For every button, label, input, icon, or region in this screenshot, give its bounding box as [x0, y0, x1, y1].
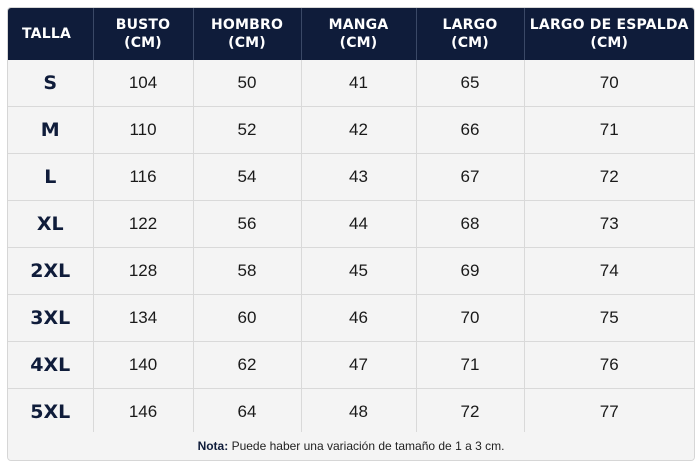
- table-cell: 45: [301, 248, 416, 295]
- table-cell: 58: [193, 248, 301, 295]
- header-manga: MANGA (CM): [301, 8, 416, 60]
- table-cell: 122: [93, 201, 193, 248]
- table-cell: 70: [524, 60, 694, 107]
- size-label: 2XL: [8, 248, 93, 295]
- table-row: [8, 201, 694, 248]
- size-chart: [7, 7, 695, 461]
- table-cell: 110: [93, 107, 193, 154]
- header-largo-espalda: LARGO DE ESPALDA (CM): [524, 8, 694, 60]
- table-cell: 67: [416, 154, 524, 201]
- table-cell: 77: [524, 389, 694, 436]
- header-largo: LARGO (CM): [416, 8, 524, 60]
- table-cell: 48: [301, 389, 416, 436]
- size-label: 3XL: [8, 295, 93, 342]
- footnote-label: Nota:: [197, 439, 229, 453]
- table-row: [8, 342, 694, 389]
- table-cell: 43: [301, 154, 416, 201]
- table-cell: 73: [524, 201, 694, 248]
- table-row: [8, 248, 694, 295]
- header-talla: TALLA: [8, 8, 93, 60]
- size-label: 5XL: [8, 389, 93, 436]
- size-label: M: [8, 107, 93, 154]
- table-cell: 116: [93, 154, 193, 201]
- table-cell: 128: [93, 248, 193, 295]
- table-cell: 62: [193, 342, 301, 389]
- table-cell: 134: [93, 295, 193, 342]
- table-cell: 72: [524, 154, 694, 201]
- table-cell: 52: [193, 107, 301, 154]
- table-cell: 146: [93, 389, 193, 436]
- table-cell: 54: [193, 154, 301, 201]
- table-cell: 60: [193, 295, 301, 342]
- table-row: [8, 107, 694, 154]
- footnote-text: Puede haber una variación de tamaño de 1 a 3 cm.: [228, 439, 505, 453]
- table-cell: 104: [93, 60, 193, 107]
- table-cell: 70: [416, 295, 524, 342]
- table-row: [8, 389, 694, 436]
- table-row: [8, 295, 694, 342]
- header-busto: BUSTO (CM): [93, 8, 193, 60]
- table-row: [8, 154, 694, 201]
- table-cell: 72: [416, 389, 524, 436]
- table-header-row: [8, 8, 694, 60]
- footnote: [8, 432, 694, 460]
- table-cell: 74: [524, 248, 694, 295]
- table-cell: 71: [524, 107, 694, 154]
- table-cell: 75: [524, 295, 694, 342]
- size-label: S: [8, 60, 93, 107]
- table-cell: 41: [301, 60, 416, 107]
- table-row: [8, 60, 694, 107]
- table-cell: 71: [416, 342, 524, 389]
- header-hombro: HOMBRO (CM): [193, 8, 301, 60]
- table-cell: 64: [193, 389, 301, 436]
- table-cell: 76: [524, 342, 694, 389]
- table-cell: 65: [416, 60, 524, 107]
- size-label: XL: [8, 201, 93, 248]
- size-table: [8, 8, 694, 436]
- size-label: L: [8, 154, 93, 201]
- table-cell: 44: [301, 201, 416, 248]
- table-cell: 46: [301, 295, 416, 342]
- size-label: 4XL: [8, 342, 93, 389]
- table-cell: 140: [93, 342, 193, 389]
- table-cell: 50: [193, 60, 301, 107]
- table-cell: 68: [416, 201, 524, 248]
- table-cell: 56: [193, 201, 301, 248]
- table-cell: 69: [416, 248, 524, 295]
- table-cell: 47: [301, 342, 416, 389]
- table-cell: 66: [416, 107, 524, 154]
- table-cell: 42: [301, 107, 416, 154]
